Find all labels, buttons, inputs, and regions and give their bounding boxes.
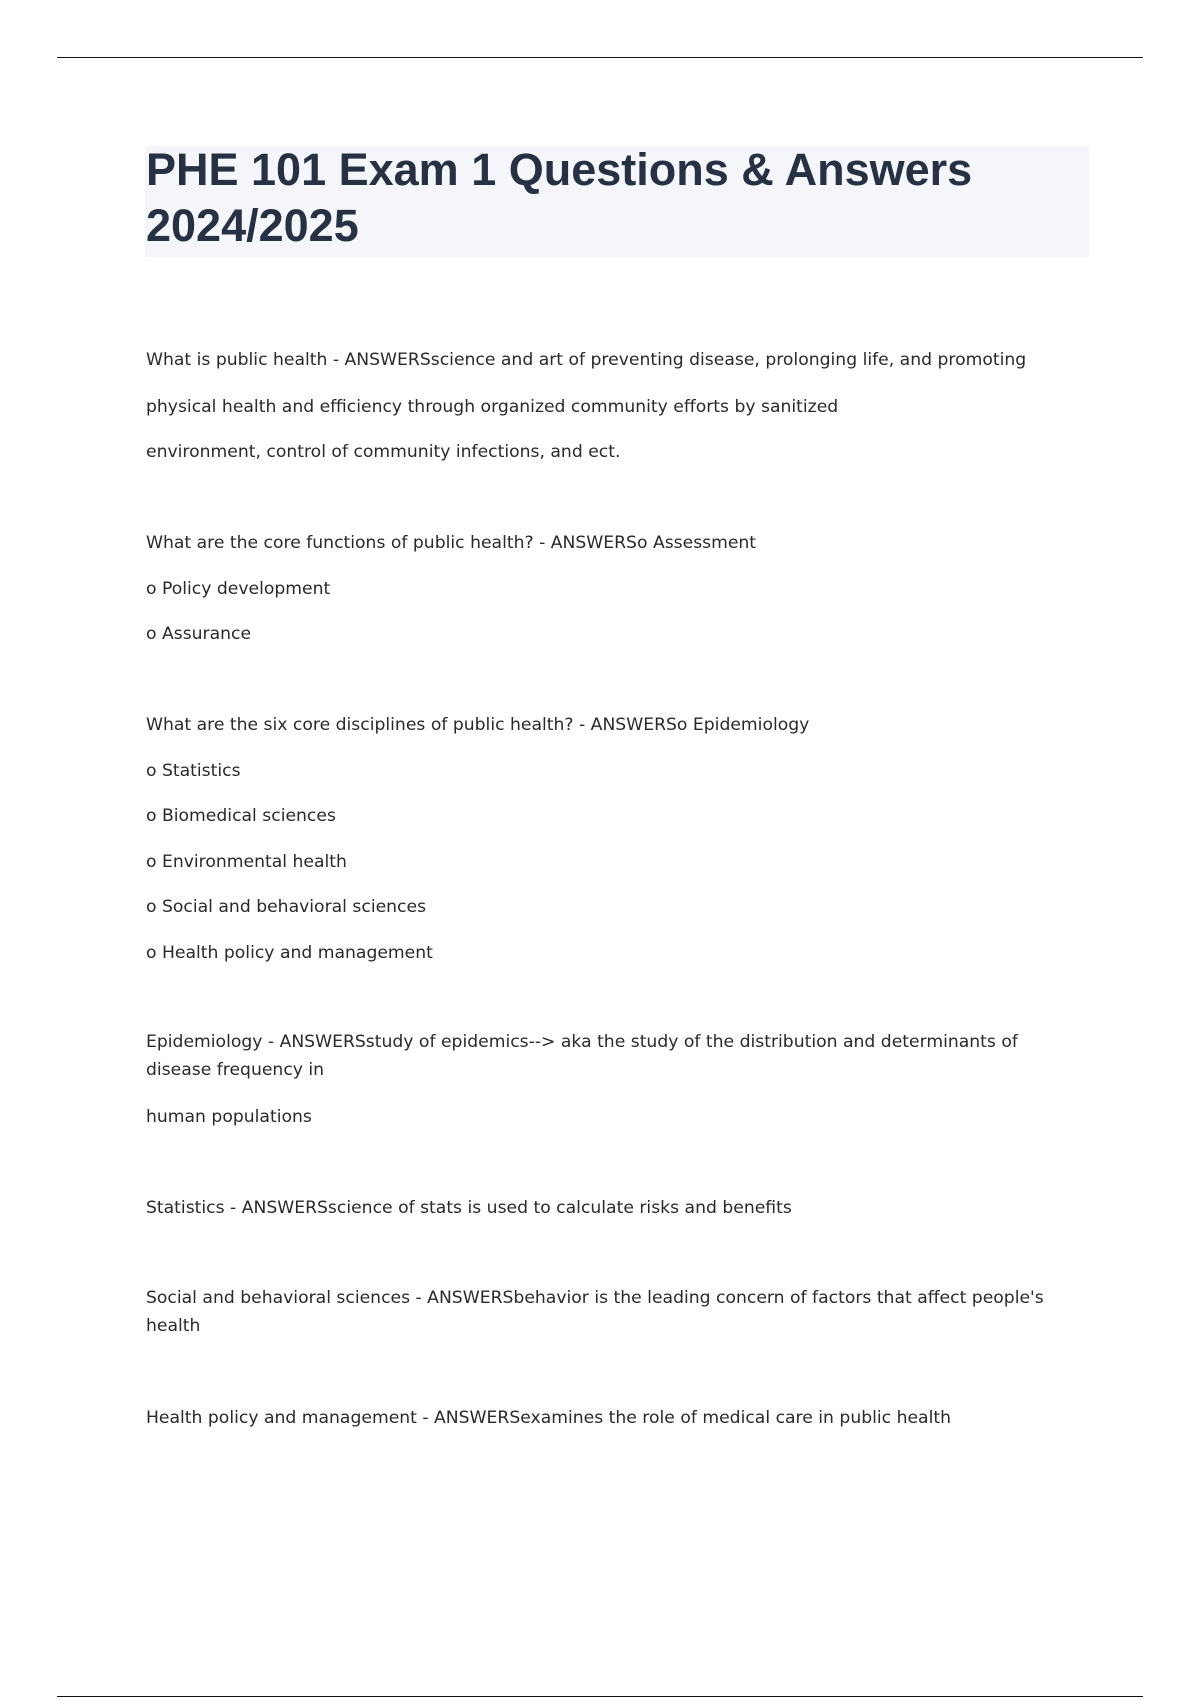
text-line-core-functions: What are the core functions of public health? - ANSWERSo Assessment	[146, 533, 757, 553]
document-title: PHE 101 Exam 1 Questions & Answers 2024/2025	[146, 144, 973, 251]
text-line-epidemiology-2: human populations	[146, 1107, 312, 1127]
list-item-social-behavioral: o Social and behavioral sciences	[146, 897, 427, 917]
list-item-biomedical-sciences: o Biomedical sciences	[146, 806, 336, 826]
list-item-statistics: o Statistics	[146, 761, 241, 781]
text-line-statistics: Statistics - ANSWERSscience of stats is used to calculate risks and benefits	[146, 1198, 792, 1218]
list-item-policy-development: o Policy development	[146, 579, 331, 599]
text-line-public-health-3: environment, control of community infections, and ect.	[146, 442, 621, 462]
text-line-public-health-1: What is public health - ANSWERSscience and art of preventing disease, prolonging life, and promoting	[146, 350, 1027, 370]
text-line-public-health-2: physical health and efficiency through organized community efforts by sanitized	[146, 397, 839, 417]
text-line-health-policy: Health policy and management - ANSWERSexamines the role of medical care in public health	[146, 1408, 952, 1428]
text-line-epidemiology: Epidemiology - ANSWERSstudy of epidemics--> aka the study of the distribution and determinants of disease frequency in	[146, 1032, 1018, 1080]
text-line-core-disciplines: What are the six core disciplines of public health? - ANSWERSo Epidemiology	[146, 715, 810, 735]
list-item-assurance: o Assurance	[146, 624, 252, 644]
header-rule	[57, 57, 1143, 58]
footer-rule	[57, 1696, 1143, 1697]
list-item-health-policy: o Health policy and management	[146, 943, 433, 963]
list-item-environmental-health: o Environmental health	[146, 852, 347, 872]
text-line-social-behavioral: Social and behavioral sciences - ANSWERSbehavior is the leading concern of factors that affect people's health	[146, 1288, 1044, 1336]
